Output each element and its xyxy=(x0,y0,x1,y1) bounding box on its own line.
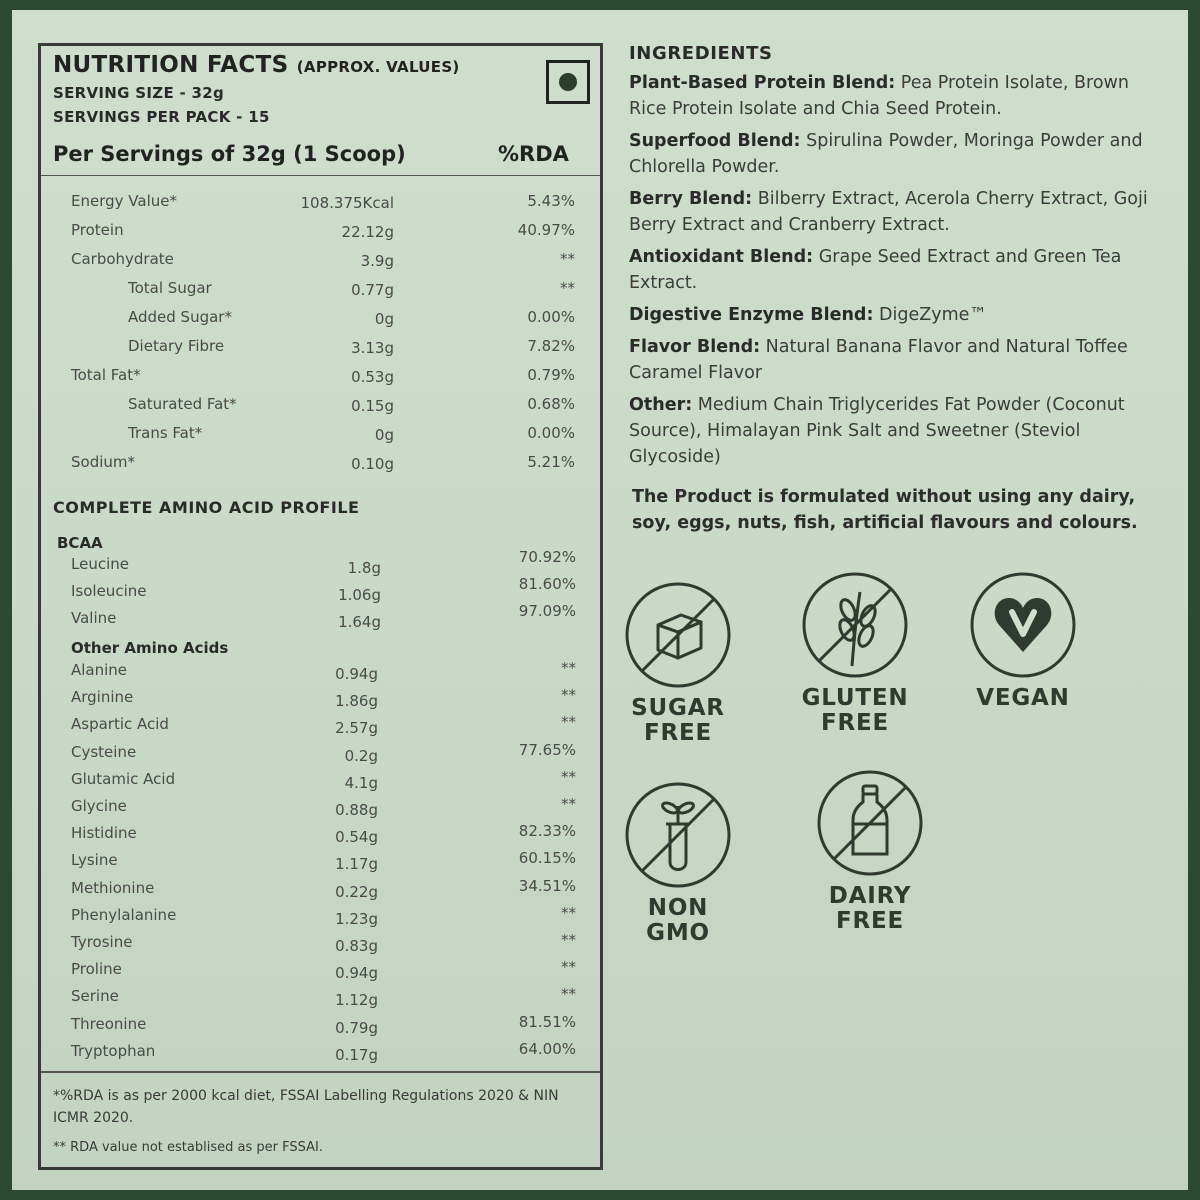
nutrient-value: 0.77g xyxy=(351,281,394,299)
ingredients-list xyxy=(629,70,1169,470)
amino-acid-rda: ** xyxy=(561,768,576,786)
nutrient-value: 3.9g xyxy=(360,252,394,270)
ingredient-item xyxy=(629,128,1169,180)
gmo-badge-line2: GMO xyxy=(646,920,710,946)
nutrient-name: Protein xyxy=(71,221,124,239)
product-label-page xyxy=(12,10,1188,1190)
test-tube-plant-icon xyxy=(623,780,733,890)
vegetarian-mark-icon xyxy=(546,60,590,104)
amino-acid-rda: 97.09% xyxy=(518,602,576,620)
amino-acid-value: 1.64g xyxy=(338,613,381,631)
footnote-rda: *%RDA is as per 2000 kcal diet, FSSAI Labelling Regulations 2020 & NIN ICMR 2020. xyxy=(53,1088,559,1126)
amino-acid-name: Tryptophan xyxy=(71,1042,156,1060)
nutrition-footnotes xyxy=(41,1071,600,1171)
amino-acid-rda: 60.15% xyxy=(518,849,576,867)
amino-acid-value: 0.83g xyxy=(335,937,378,955)
nutrient-rda: 5.43% xyxy=(527,192,575,210)
serving-size: SERVING SIZE - 32g xyxy=(53,84,225,102)
amino-acid-name: Proline xyxy=(71,960,122,978)
nutrient-value: 0g xyxy=(374,426,394,444)
nutrient-rda: 0.68% xyxy=(527,395,575,413)
per-serving-heading: Per Servings of 32g (1 Scoop) xyxy=(53,142,406,166)
amino-acid-name: Glutamic Acid xyxy=(71,770,176,788)
amino-acid-rda: ** xyxy=(561,686,576,704)
servings-per-pack: SERVINGS PER PACK - 15 xyxy=(53,108,270,126)
ingredient-item xyxy=(629,302,1169,328)
amino-acid-name: Arginine xyxy=(71,688,134,706)
amino-acid-name: Aspartic Acid xyxy=(71,715,169,733)
gluten-badge-line1: GLUTEN xyxy=(801,685,909,711)
sugar-cube-icon xyxy=(623,580,733,690)
amino-acid-name: Methionine xyxy=(71,879,155,897)
gluten-badge-line2: FREE xyxy=(820,710,890,736)
nutrition-facts-panel xyxy=(38,43,603,1170)
amino-acid-rda: ** xyxy=(561,985,576,1003)
nutrient-value: 3.13g xyxy=(351,339,394,357)
sugar-free-badge xyxy=(598,580,758,746)
nutrient-value: 0g xyxy=(374,310,394,328)
nutrient-value: 22.12g xyxy=(341,223,394,241)
dairy-badge-line2: FREE xyxy=(835,908,905,934)
sugar-badge-line1: SUGAR xyxy=(631,695,725,721)
milk-bottle-icon xyxy=(815,768,925,878)
amino-acid-rda: 34.51% xyxy=(518,877,576,895)
ingredient-label: Plant-Based Protein Blend: xyxy=(629,73,896,93)
other-amino-heading: Other Amino Acids xyxy=(71,639,229,657)
ingredient-text: Spirulina Powder, Moringa Powder and Chlorella Powder. xyxy=(629,131,1143,177)
ingredient-label: Berry Blend: xyxy=(629,189,753,209)
ingredient-item xyxy=(629,392,1169,470)
ingredient-text: Bilberry Extract, Acerola Cherry Extract, Goji Berry Extract and Cranberry Extract. xyxy=(629,189,1148,235)
ingredient-item xyxy=(629,334,1169,386)
dairy-badge-line1: DAIRY xyxy=(828,883,912,909)
amino-acid-rda: ** xyxy=(561,931,576,949)
nutrient-rda: 0.00% xyxy=(527,308,575,326)
amino-acid-rda: 77.65% xyxy=(518,741,576,759)
sugar-badge-line2: FREE xyxy=(643,720,713,746)
amino-acid-value: 1.06g xyxy=(338,586,381,604)
nutrition-header xyxy=(41,46,600,176)
amino-acid-rda: ** xyxy=(561,904,576,922)
amino-acid-rda: ** xyxy=(561,958,576,976)
ingredient-text: Grape Seed Extract and Green Tea Extract. xyxy=(629,247,1122,293)
amino-acid-value: 1.17g xyxy=(335,855,378,873)
amino-acid-heading: COMPLETE AMINO ACID PROFILE xyxy=(53,498,360,517)
rda-heading: %RDA xyxy=(498,142,569,166)
nutrient-rda: ** xyxy=(560,250,575,268)
nutrient-value: 0.53g xyxy=(351,368,394,386)
gluten-free-badge xyxy=(775,570,935,736)
footnote-rda-not-established: ** RDA value not establised as per FSSAI. xyxy=(53,1140,323,1155)
amino-acid-rda: 64.00% xyxy=(518,1040,576,1058)
nutrient-rda: 0.79% xyxy=(527,366,575,384)
nutrient-rda: 7.82% xyxy=(527,337,575,355)
nutrient-rda: 5.21% xyxy=(527,453,575,471)
ingredient-text: Pea Protein Isolate, Brown Rice Protein Isolate and Chia Seed Protein. xyxy=(629,73,1129,119)
ingredient-item xyxy=(629,70,1169,122)
vegan-badge xyxy=(943,570,1103,711)
ingredient-text: DigeZyme™ xyxy=(873,305,987,325)
amino-acid-name: Leucine xyxy=(71,555,129,573)
ingredient-label: Flavor Blend: xyxy=(629,337,761,357)
ingredient-label: Antioxidant Blend: xyxy=(629,247,814,267)
amino-acid-rda: 81.51% xyxy=(518,1013,576,1031)
amino-acid-rda: 70.92% xyxy=(518,548,576,566)
non-gmo-badge xyxy=(598,780,758,946)
vegan-heart-icon xyxy=(968,570,1078,680)
amino-acid-value: 0.54g xyxy=(335,828,378,846)
nutrient-rda: ** xyxy=(560,279,575,297)
amino-acid-name: Valine xyxy=(71,609,117,627)
amino-acid-value: 0.94g xyxy=(335,964,378,982)
nutrient-value: 108.375Kcal xyxy=(300,194,394,212)
ingredients-section xyxy=(629,43,1169,476)
vegan-badge-line1: VEGAN xyxy=(976,685,1070,711)
nutrient-name: Added Sugar* xyxy=(128,308,232,326)
nutrient-value: 0.15g xyxy=(351,397,394,415)
amino-acid-name: Phenylalanine xyxy=(71,906,177,924)
amino-acid-value: 0.17g xyxy=(335,1046,378,1064)
amino-acid-name: Lysine xyxy=(71,851,118,869)
ingredient-item xyxy=(629,244,1169,296)
nutrient-name: Saturated Fat* xyxy=(128,395,237,413)
amino-acid-value: 0.2g xyxy=(344,747,378,765)
ingredients-title: INGREDIENTS xyxy=(629,43,773,64)
nutrient-name: Carbohydrate xyxy=(71,250,174,268)
amino-acid-name: Isoleucine xyxy=(71,582,147,600)
amino-acid-value: 1.8g xyxy=(347,559,381,577)
amino-acid-value: 1.23g xyxy=(335,910,378,928)
bcaa-heading: BCAA xyxy=(57,534,103,552)
nutrient-name: Dietary Fibre xyxy=(128,337,225,355)
dairy-free-badge xyxy=(790,768,950,934)
amino-acid-name: Cysteine xyxy=(71,743,137,761)
amino-acid-name: Histidine xyxy=(71,824,137,842)
nutrient-name: Trans Fat* xyxy=(128,424,203,442)
amino-acid-value: 4.1g xyxy=(344,774,378,792)
ingredient-text: Medium Chain Triglycerides Fat Powder (Coconut Source), Himalayan Pink Salt and Sweetner (Steviol Glycoside) xyxy=(629,395,1125,467)
amino-acid-value: 1.86g xyxy=(335,692,378,710)
amino-acid-value: 0.79g xyxy=(335,1019,378,1037)
ingredient-label: Other: xyxy=(629,395,693,415)
nutrition-title-text: NUTRITION FACTS xyxy=(53,52,289,78)
ingredient-text: Natural Banana Flavor and Natural Toffee Caramel Flavor xyxy=(629,337,1128,383)
gmo-badge-line1: NON xyxy=(647,895,709,921)
amino-acid-rda: 82.33% xyxy=(518,822,576,840)
wheat-icon xyxy=(800,570,910,680)
amino-acid-name: Glycine xyxy=(71,797,127,815)
amino-acid-value: 1.12g xyxy=(335,991,378,1009)
amino-acid-value: 2.57g xyxy=(335,719,378,737)
amino-acid-rda: ** xyxy=(561,795,576,813)
ingredient-item xyxy=(629,186,1169,238)
nutrient-name: Sodium* xyxy=(71,453,136,471)
amino-acid-name: Threonine xyxy=(71,1015,147,1033)
nutrient-name: Total Sugar xyxy=(128,279,212,297)
amino-acid-value: 0.94g xyxy=(335,665,378,683)
ingredient-label: Digestive Enzyme Blend: xyxy=(629,305,874,325)
amino-acid-rda: 81.60% xyxy=(518,575,576,593)
nutrient-name: Energy Value* xyxy=(71,192,177,210)
amino-acid-name: Serine xyxy=(71,987,119,1005)
amino-acid-value: 0.88g xyxy=(335,801,378,819)
amino-acid-name: Alanine xyxy=(71,661,128,679)
nutrient-name: Total Fat* xyxy=(71,366,141,384)
amino-acid-rda: ** xyxy=(561,659,576,677)
nutrient-rda: 40.97% xyxy=(517,221,575,239)
free-from-statement: The Product is formulated without using any dairy, soy, eggs, nuts, fish, artificial flavours and colours. xyxy=(632,487,1138,533)
ingredient-label: Superfood Blend: xyxy=(629,131,801,151)
amino-acid-name: Tyrosine xyxy=(71,933,133,951)
amino-acid-value: 0.22g xyxy=(335,883,378,901)
nutrition-title-note: (APPROX. VALUES) xyxy=(296,58,460,76)
nutrient-value: 0.10g xyxy=(351,455,394,473)
nutrition-title xyxy=(53,52,590,78)
nutrient-rda: 0.00% xyxy=(527,424,575,442)
amino-acid-rda: ** xyxy=(561,713,576,731)
